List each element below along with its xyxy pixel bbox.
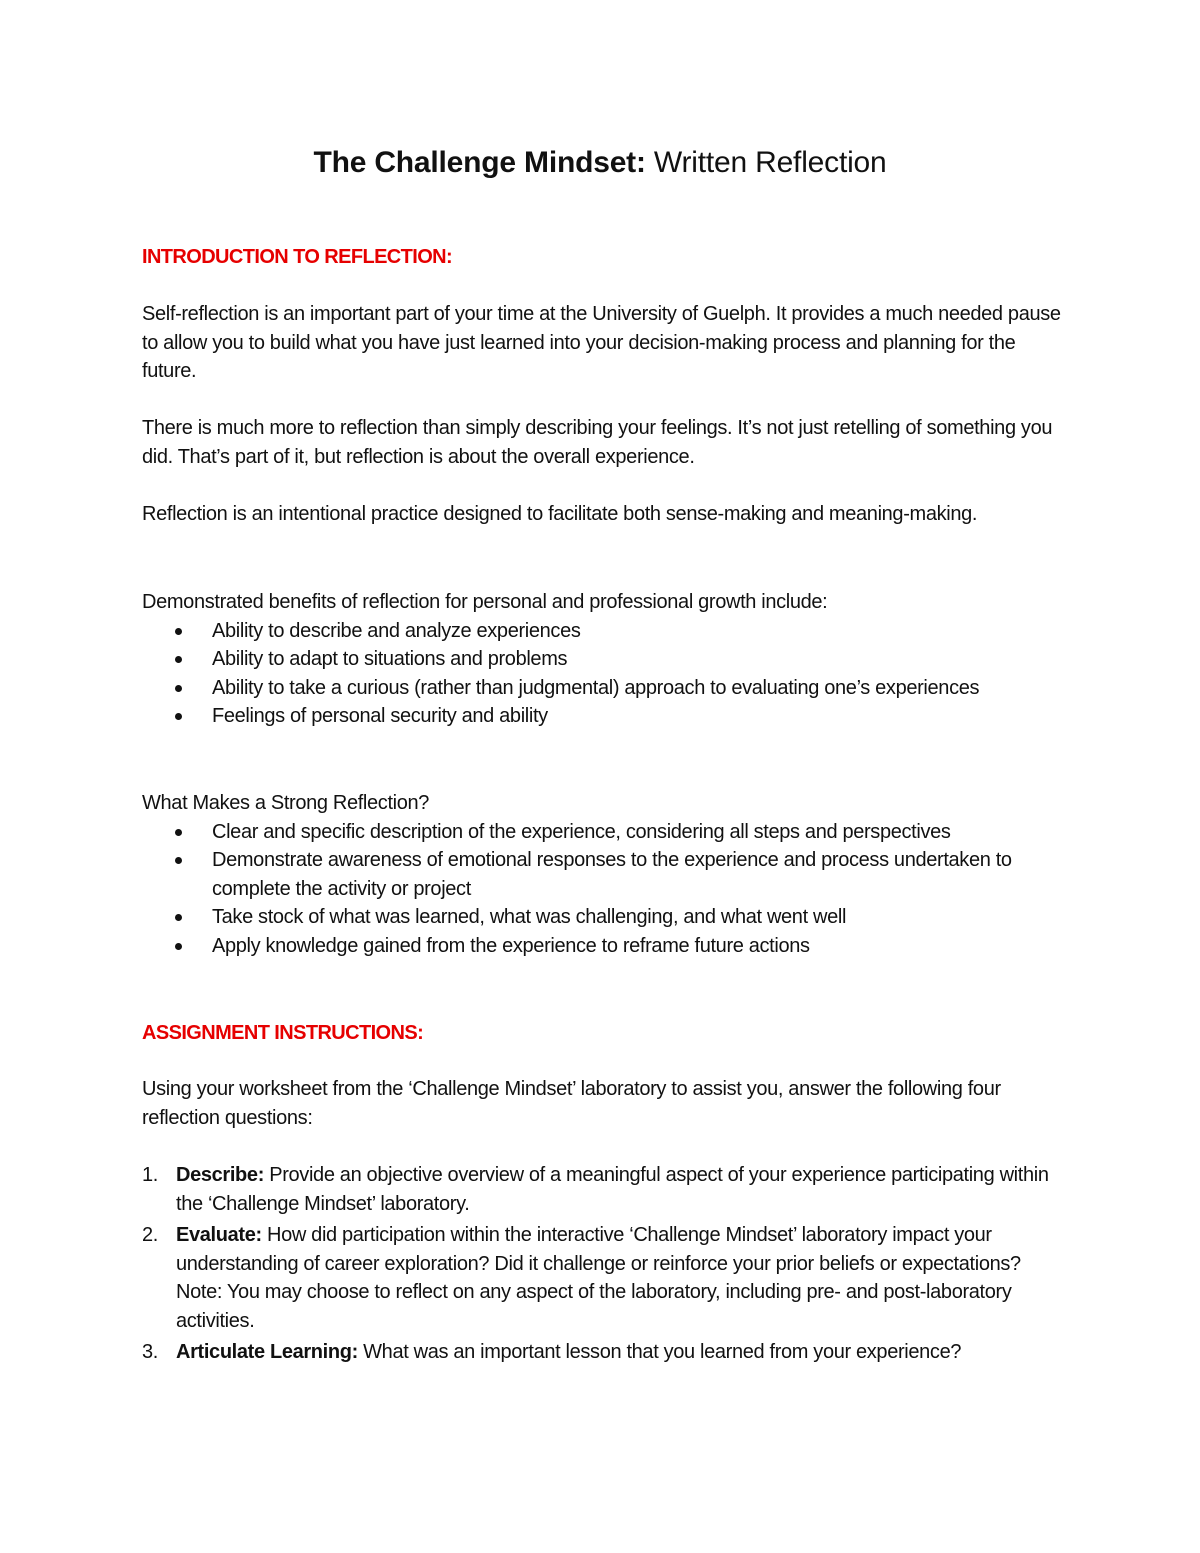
list-item — [142, 1338, 1062, 1367]
bullet-icon — [175, 713, 182, 720]
title-bold: The Challenge Mindset: — [313, 146, 646, 179]
list-item: Ability to describe and analyze experiences — [142, 617, 1062, 646]
question-number: 3. — [142, 1341, 158, 1363]
benefits-list — [142, 617, 1062, 731]
list-item: Ability to adapt to situations and problems — [142, 645, 1062, 674]
benefits-lead: Demonstrated benefits of reflection for personal and professional growth include: — [142, 591, 828, 613]
bullet-icon — [175, 857, 182, 864]
strong-reflection-section — [142, 789, 1062, 960]
list-item: Feelings of personal security and ability — [142, 702, 1062, 731]
bullet-icon — [175, 685, 182, 692]
list-item: Ability to take a curious (rather than judgmental) approach to evaluating one’s experiences — [142, 674, 1062, 703]
question-number: 1. — [142, 1164, 158, 1186]
assignment-section — [142, 1019, 1062, 1048]
list-item — [142, 1221, 1062, 1335]
strong-list — [142, 818, 1062, 961]
assignment-lead-block — [142, 1075, 1062, 1132]
list-item: Demonstrate awareness of emotional responses to the experience and process undertaken to complete the activity or project — [142, 846, 1062, 903]
bullet-icon — [175, 656, 182, 663]
questions-list — [142, 1161, 1062, 1367]
bullet-icon — [175, 943, 182, 950]
questions-block — [142, 1161, 1062, 1370]
question-number: 2. — [142, 1224, 158, 1246]
question-label: Evaluate: — [176, 1224, 262, 1246]
list-item: Apply knowledge gained from the experience to reframe future actions — [142, 932, 1062, 961]
intro-p2: There is much more to reflection than simply describing your feelings. It’s not just retelling of something you did. That’s part of it, but reflection is about the overall experience. — [142, 417, 1053, 468]
title-rest: Written Reflection — [653, 146, 887, 179]
intro-paragraph-1 — [142, 300, 1062, 386]
assignment-heading: ASSIGNMENT INSTRUCTIONS: — [142, 1022, 424, 1044]
intro-paragraph-2 — [142, 414, 1062, 471]
question-label: Articulate Learning: — [176, 1341, 358, 1363]
bullet-icon — [175, 628, 182, 635]
intro-section — [142, 243, 1062, 272]
assignment-lead: Using your worksheet from the ‘Challenge Mindset’ laboratory to assist you, answer the following four reflection questions: — [142, 1078, 1001, 1129]
document-title — [0, 143, 1200, 183]
question-text: What was an important lesson that you learned from your experience? — [363, 1341, 962, 1363]
bullet-icon — [175, 829, 182, 836]
intro-paragraph-3 — [142, 500, 1062, 529]
list-item: Clear and specific description of the experience, considering all steps and perspectives — [142, 818, 1062, 847]
strong-lead: What Makes a Strong Reflection? — [142, 792, 430, 814]
list-item: Take stock of what was learned, what was challenging, and what went well — [142, 903, 1062, 932]
question-text: Provide an objective overview of a meaningful aspect of your experience participating within the ‘Challenge Mindset’ laboratory. — [176, 1164, 1049, 1215]
question-label: Describe: — [176, 1164, 265, 1186]
list-item — [142, 1161, 1062, 1218]
question-text: How did participation within the interactive ‘Challenge Mindset’ laboratory impact your understanding of career exploration? Did it challenge or reinforce your prior beliefs or expectations? Note: You may choose to reflect on any aspect of the laboratory, including pre- and post-laboratory activities. — [176, 1224, 1021, 1332]
intro-p3: Reflection is an intentional practice designed to facilitate both sense-making and meaning-making. — [142, 503, 978, 525]
benefits-section — [142, 588, 1062, 731]
intro-heading: INTRODUCTION TO REFLECTION: — [142, 246, 453, 268]
intro-p1: Self-reflection is an important part of your time at the University of Guelph. It provides a much needed pause to allow you to build what you have just learned into your decision-making process and planning for the future. — [142, 303, 1061, 382]
bullet-icon — [175, 914, 182, 921]
